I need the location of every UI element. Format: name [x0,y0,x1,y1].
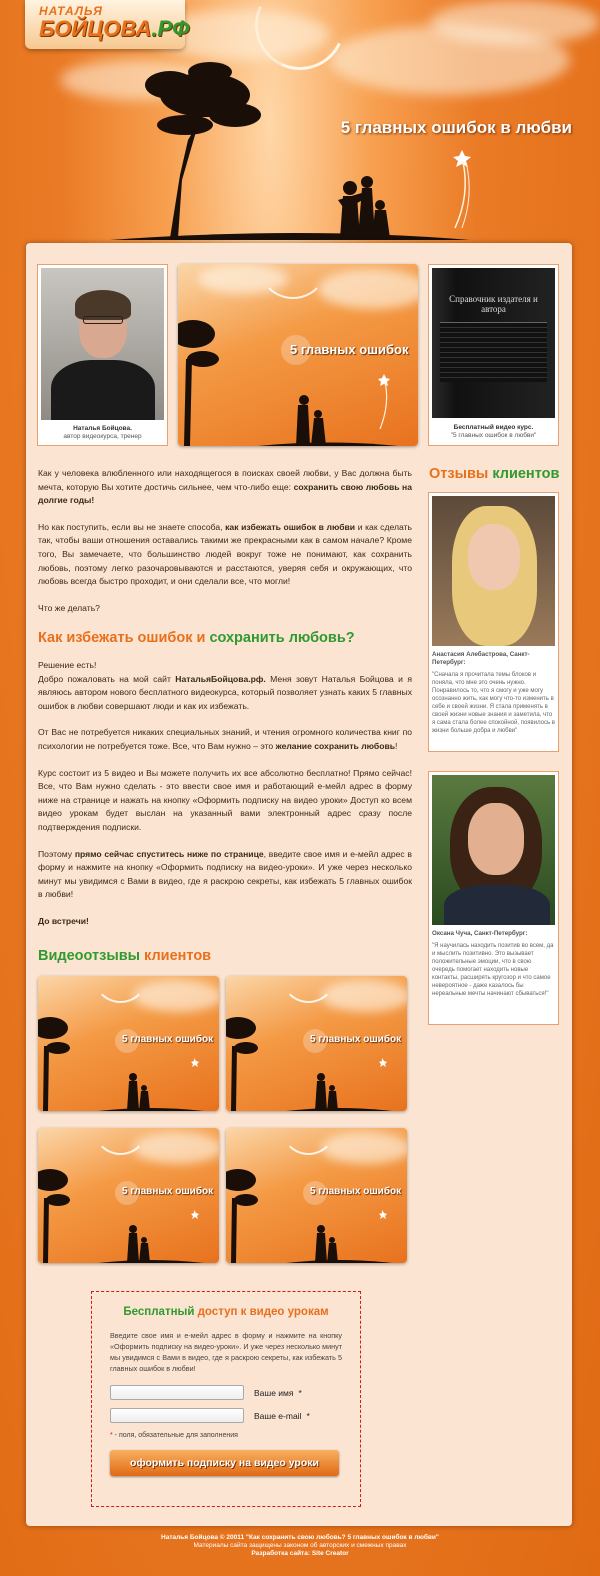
video-review-thumb[interactable] [226,976,407,1111]
video-review-title: 5 главных ошибок [310,1186,402,1197]
author-box [37,264,168,446]
video-review-thumb[interactable] [38,976,219,1111]
intro-p3: Что же делать? [38,602,100,613]
subscribe-form [91,1291,361,1507]
intro-text [38,467,412,628]
video-review-title: 5 главных ошибок [122,1034,214,1045]
email-input[interactable] [110,1408,244,1423]
section2-p5: До встречи! [38,915,89,926]
intro-p1: Как у человека влюбленного или находящегося в поисках своей любви, у Вас должна быть мечта, которую Вы хотите достичь сильнее, чем что-либо еще: сохранить свою любовь на долгие годы! [38,468,412,506]
name-label: Ваше имя * [254,1387,302,1398]
book-cover [432,268,555,418]
required-note: * - поля, обязательные для заполнения [110,1432,238,1439]
main-video[interactable] [178,264,418,446]
intro-p2: Но как поступить, если вы не знаете способа, как избежать ошибок в любви и как сделать так, чтобы ваши отношения оставались такими же прекрасными как в самом начале? Кроме того, Вы замечаете, что большинство людей вокруг тоже не понимают, как сохранить любовь, поэтому легко разочаровываются и расстаются, уверяя себя и окружающих, что любовь всегда быстро проходит, и они сделали все, что могли! [38,521,413,587]
header-title: 5 главных ошибок в любви [340,118,572,137]
footer-developer[interactable]: Разработка сайта: Site Creator [251,1550,349,1557]
author-photo [41,268,164,420]
review-name: Анастасия Алебастрова, Санкт-Петербург: [432,651,530,666]
book-caption: "5 главных ошибок в любви" [450,432,537,439]
review-card [428,771,559,1025]
section2-title: Как избежать ошибок и сохранить любовь? [38,630,355,646]
author-role: автор видеокурса, тренер [63,433,142,440]
form-description: Введите свое имя и е-мейл адрес в форму и нажмите на кнопку «Оформить подписку на видео-уроки». И уже через несколько минут мы увидимся с Вами в видео, где я раскрою секреты, как избежать 5 главных ошибок в любви! [110,1331,342,1373]
site-logo[interactable] [25,0,190,49]
logo-line2: БОЙЦОВА [39,16,152,41]
reviews-title: Отзывы клиентов [429,466,560,482]
logo-suffix: .РФ [151,16,190,41]
logo-line1: НАТАЛЬЯ [39,4,103,18]
review-quote: "Я научилась находить позитив во всем, да и мыслить позитивно. Это вызывает положительные эмоции, что в свою очередь помогает находить новые контакты, расширять кругозор и что самое невероятное - даже казалось бы нереальные мечты начинают сбываться!" [432,943,554,997]
name-input[interactable] [110,1385,244,1400]
form-title: Бесплатный доступ к видео урокам [123,1306,329,1318]
video-review-thumb[interactable] [38,1128,219,1263]
book-box[interactable] [428,264,559,446]
footer [0,1534,600,1558]
review-name: Оксана Чуча, Санкт-Петербург: [432,930,528,937]
subscribe-button[interactable]: оформить подписку на видео уроки [110,1450,339,1476]
review-photo [432,775,555,925]
section2-text [38,659,412,942]
review-photo [432,496,555,646]
email-label: Ваше e-mail * [254,1410,310,1421]
video-review-title: 5 главных ошибок [310,1034,402,1045]
video-reviews-title: Видеоотзывы клиентов [38,948,212,964]
author-name: Наталья Бойцова. [73,425,132,432]
review-quote: "Сначала я прочитала темы блоков и поняла, что мне это очень нужно. Понравилось то, что я смогу и уже могу осознанно жить, как могу что-то изменить в себе и своей жизни. Я стала применять в своей жизни новые знания и заметила, что я сама стала более спокойной, появилось в жизни больше добра и любви" [432,672,555,734]
footer-rights: Материалы сайта защищены законом об авторских и смежных правах [193,1542,407,1549]
review-card [428,492,559,752]
section2-p4: Поэтому прямо сейчас спуститесь ниже по странице, введите свое имя и е-мейл адрес в форму и нажмите на кнопку «Оформить подписку на видео-уроки». И уже через несколько минут мы увидимся с Вами в видео, где я раскрою секреты, как избежать 5 главных ошибок в любви! [38,848,413,900]
video-review-title: 5 главных ошибок [122,1186,214,1197]
section2-p1: Решение есть! Добро пожаловать на мой сайт НатальяБойцова.рф. Меня зовут Наталья Бойцова и я являюсь автором нового бесплатного видеокурса, который позволяет узнать каких 5 главных ошибок в любви совершают люди и как их избежать. [38,660,412,711]
section2-p2: От Вас не потребуется никаких специальных знаний, и чтения огромного количества книг по психологии не потребуется тоже. Все, что Вам нужно – это желание сохранить любовь! [38,727,412,751]
book-title: Справочник издателя и автора [449,294,538,314]
header-banner [0,0,600,250]
section2-p3: Курс состоит из 5 видео и Вы можете получить их все абсолютно бесплатно! Прямо сейчас! Все, что Вам нужно сделать - это ввести свое имя и работающий е-мейл адрес в форму ниже на странице и нажать на кнопку «Оформить подписку на видео уроки» Доступ ко всем видео урокам будет выслан на указанный вами электронный адрес сразу после подтверждения подписки. [38,767,412,832]
main-video-title: 5 главных ошибок [290,342,409,357]
book-caption-bold: Бесплатный видео курс. [453,424,534,431]
footer-copyright: Наталья Бойцова © 20011 "Как сохранить свою любовь? 5 главных ошибок в любви" [161,1534,439,1541]
video-review-thumb[interactable] [226,1128,407,1263]
